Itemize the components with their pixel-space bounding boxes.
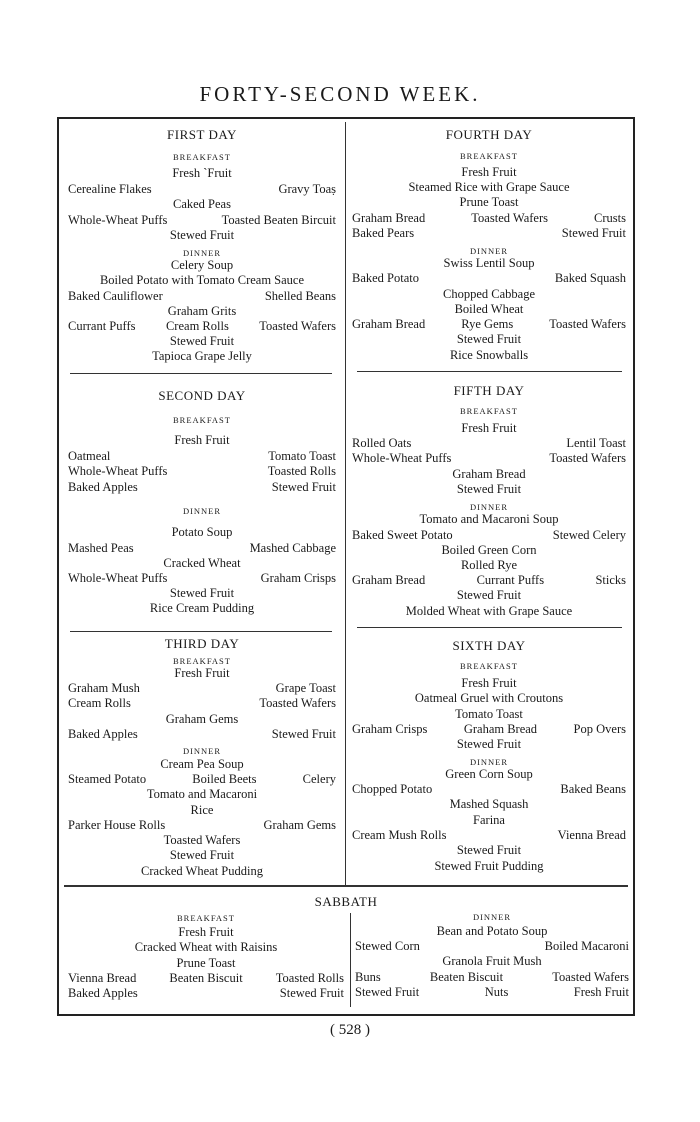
menu-item: Graham Bread — [452, 467, 526, 481]
second-day-title: SECOND DAY — [158, 388, 246, 403]
menu-item: Stewed Fruit — [456, 843, 522, 857]
first-breakfast-label: BREAKFAST — [173, 152, 231, 162]
menu-item: Stewed Fruit — [169, 586, 235, 600]
fourth-breakfast-line — [352, 165, 626, 180]
menu-item: Whole-Wheat Puffs — [352, 451, 452, 465]
fifth-dinner-line — [352, 604, 626, 619]
fourth-dinner-line — [352, 332, 626, 347]
menu-item: Rice Cream Pudding — [149, 601, 255, 615]
third-dinner-line — [68, 803, 336, 818]
second-breakfast-line — [68, 449, 336, 464]
second-dinner-line — [68, 541, 336, 556]
menu-item: Prune Toast — [459, 195, 519, 209]
menu-item: Fresh Fruit — [461, 421, 517, 435]
sixth-breakfast-line — [352, 737, 626, 752]
menu-item: Toasted Wafers — [552, 970, 629, 984]
sixth-breakfast-line — [352, 707, 626, 722]
fourth-day-title: FOURTH DAY — [445, 127, 533, 142]
menu-item: Cracked Wheat with Raisins — [134, 940, 278, 954]
sabbath-dinner-line — [355, 970, 629, 985]
first-dinner-line — [68, 304, 336, 319]
menu-item: Stewed Fruit — [279, 986, 344, 1000]
menu-item: Rolled Rye — [460, 558, 518, 572]
fourth-dinner-line — [352, 271, 626, 286]
menu-item: Steamed Rice with Grape Sauce — [408, 180, 570, 194]
fifth-dinner-line — [352, 512, 626, 527]
menu-item: Rye Gems — [461, 317, 514, 331]
menu-item: Stewed Fruit — [271, 480, 336, 494]
menu-item: Chopped Potato — [352, 782, 433, 796]
second-breakfast-line — [68, 480, 336, 495]
sixth-breakfast-line — [352, 676, 626, 691]
menu-item: Gravy Toaṣ — [278, 182, 336, 196]
menu-item: Baked Beans — [560, 782, 626, 796]
menu-item: Whole-Wheat Puffs — [68, 571, 168, 585]
menu-item: Stewed Fruit — [169, 848, 235, 862]
menu-item: Toasted Wafers — [259, 319, 336, 333]
first-day-title: FIRST DAY — [167, 127, 237, 142]
third-breakfast-label: BREAKFAST — [173, 656, 231, 666]
menu-item: Nuts — [484, 985, 509, 999]
fifth-breakfast-line — [352, 467, 626, 482]
sixth-dinner-line — [352, 782, 626, 797]
second-dinner-line — [68, 601, 336, 616]
sabbath-dinner-line — [355, 954, 629, 969]
menu-item: Fresh ˋFruit — [172, 166, 232, 180]
menu-item: Tomato Toast — [268, 449, 336, 463]
fourth-breakfast-line — [352, 195, 626, 210]
fourth-breakfast-line — [352, 180, 626, 195]
sabbath-column-divider — [350, 913, 351, 1007]
sixth-dinner-line — [352, 843, 626, 858]
sabbath-dinner-line — [355, 924, 629, 939]
menu-item: Stewed Fruit — [355, 985, 420, 999]
first-dinner-line — [68, 319, 336, 334]
menu-item: Boiled Green Corn — [441, 543, 537, 557]
menu-item: Rice Snowballs — [449, 348, 529, 362]
menu-item: Bean and Potato Soup — [436, 924, 548, 938]
second-breakfast-line — [68, 464, 336, 479]
second-dinner-label: DINNER — [182, 506, 222, 516]
sixth-dinner-line — [352, 859, 626, 874]
menu-item: Fresh Fruit — [461, 165, 517, 179]
menu-item: Baked Apples — [68, 727, 138, 741]
fifth-dinner-label: DINNER — [469, 502, 509, 512]
menu-item: Graham Gems — [263, 818, 336, 832]
third-breakfast-line — [68, 681, 336, 696]
menu-item: Baked Apples — [68, 986, 138, 1000]
sabbath-breakfast-line — [68, 956, 344, 971]
menu-item: Vienna Bread — [68, 971, 137, 985]
menu-item: Currant Puffs — [68, 319, 136, 333]
menu-item: Stewed Corn — [355, 939, 420, 953]
sixth-dinner-label: DINNER — [469, 757, 509, 767]
first-breakfast-line — [68, 182, 336, 197]
fourth-breakfast-line — [352, 211, 626, 226]
menu-item: Tomato Toast — [455, 707, 523, 721]
menu-item: Crusts — [594, 211, 626, 225]
menu-item: Stewed Fruit — [169, 228, 235, 242]
fourth-dinner-line — [352, 302, 626, 317]
page-title: FORTY-SECOND WEEK. — [199, 82, 481, 106]
menu-item: Oatmeal — [68, 449, 111, 463]
third-dinner-line — [68, 848, 336, 863]
fifth-dinner-line — [352, 528, 626, 543]
first-breakfast-line — [68, 213, 336, 228]
sixth-dinner-line — [352, 767, 626, 782]
menu-item: Beaten Biscuit — [429, 970, 504, 984]
menu-item: Granola Fruit Mush — [442, 954, 542, 968]
fifth-breakfast-line — [352, 436, 626, 451]
menu-item: Graham Crisps — [260, 571, 336, 585]
menu-item: Prune Toast — [176, 956, 236, 970]
menu-item: Graham Bread — [352, 211, 426, 225]
sabbath-breakfast-label: BREAKFAST — [177, 913, 235, 923]
fifth-dinner-line — [352, 588, 626, 603]
fifth-breakfast-line — [352, 421, 626, 436]
sabbath-dinner-line — [355, 939, 629, 954]
menu-item: Farina — [473, 813, 505, 827]
sixth-dinner-line — [352, 797, 626, 812]
menu-item: Rolled Oats — [352, 436, 412, 450]
menu-item: Swiss Lentil Soup — [443, 256, 535, 270]
menu-item: Cream Mush Rolls — [352, 828, 447, 842]
fourth-breakfast-line — [352, 226, 626, 241]
column-divider — [345, 122, 346, 885]
third-breakfast-line — [68, 696, 336, 711]
menu-item: Baked Squash — [554, 271, 626, 285]
menu-item: Stewed Fruit — [271, 727, 336, 741]
menu-item: Baked Cauliflower — [68, 289, 163, 303]
menu-item: Tapioca Grape Jelly — [152, 349, 252, 363]
fourth-breakfast-label: BREAKFAST — [460, 151, 518, 161]
second-dinner-line — [68, 571, 336, 586]
menu-item: Graham Mush — [68, 681, 140, 695]
third-dinner-line — [68, 772, 336, 787]
third-dinner-line — [68, 787, 336, 802]
divider-left-1 — [70, 373, 332, 374]
third-breakfast-line — [68, 727, 336, 742]
third-dinner-line — [68, 833, 336, 848]
menu-item: Toasted Wafers — [163, 833, 241, 847]
second-breakfast-label: BREAKFAST — [173, 415, 231, 425]
third-dinner-line — [68, 818, 336, 833]
menu-item: Fresh Fruit — [461, 676, 517, 690]
second-dinner-line — [68, 556, 336, 571]
first-dinner-line — [68, 289, 336, 304]
fifth-dinner-line — [352, 573, 626, 588]
menu-item: Tomato and Macaroni — [146, 787, 258, 801]
sabbath-title: SABBATH — [314, 894, 378, 909]
menu-item: Cream Rolls — [68, 696, 131, 710]
menu-item: Celery Soup — [170, 258, 234, 272]
menu-item: Stewed Fruit Pudding — [434, 859, 544, 873]
fourth-dinner-label: DINNER — [469, 246, 509, 256]
first-dinner-label: DINNER — [182, 248, 222, 258]
menu-item: Tomato and Macaroni Soup — [419, 512, 559, 526]
menu-item: Boiled Beets — [192, 772, 257, 786]
menu-item: Toasted Rolls — [275, 971, 344, 985]
menu-item: Stewed Fruit — [456, 332, 522, 346]
first-dinner-line — [68, 273, 336, 288]
menu-item: Parker House Rolls — [68, 818, 166, 832]
menu-item: Rice — [190, 803, 214, 817]
menu-item: Graham Bread — [463, 722, 538, 736]
sabbath-dinner-label: DINNER — [472, 912, 512, 922]
third-dinner-line — [68, 757, 336, 772]
fifth-breakfast-line — [352, 482, 626, 497]
fifth-breakfast-label: BREAKFAST — [460, 406, 518, 416]
fifth-dinner-line — [352, 543, 626, 558]
menu-item: Toasted Wafers — [259, 696, 336, 710]
menu-item: Cream Rolls — [165, 319, 229, 333]
sabbath-breakfast-line — [68, 925, 344, 940]
menu-item: Potato Soup — [171, 525, 233, 539]
fourth-dinner-line — [352, 348, 626, 363]
sabbath-dinner-line — [355, 985, 629, 1000]
third-day-title: THIRD DAY — [164, 636, 240, 651]
sixth-day-title: SIXTH DAY — [452, 638, 526, 653]
menu-item: Whole-Wheat Puffs — [68, 464, 168, 478]
second-dinner-line — [68, 586, 336, 601]
menu-item: Oatmeal Gruel with Croutons — [414, 691, 564, 705]
first-dinner-line — [68, 258, 336, 273]
menu-item: Fresh Fruit — [573, 985, 629, 999]
sixth-breakfast-line — [352, 691, 626, 706]
menu-item: Pop Overs — [573, 722, 626, 736]
menu-item: Cerealine Flakes — [68, 182, 152, 196]
menu-item: Graham Bread — [352, 573, 426, 587]
second-dinner-line — [68, 525, 336, 540]
sabbath-breakfast-line — [68, 940, 344, 955]
menu-item: Celery — [302, 772, 336, 786]
menu-item: Toasted Beaten Bircuit — [221, 213, 336, 227]
menu-item: Graham Crisps — [352, 722, 428, 736]
first-breakfast-line — [68, 197, 336, 212]
menu-item: Boiled Macaroni — [544, 939, 629, 953]
second-breakfast-line — [68, 433, 336, 448]
menu-item: Shelled Beans — [264, 289, 336, 303]
menu-item: Mashed Cabbage — [249, 541, 336, 555]
first-breakfast-line — [68, 166, 336, 181]
menu-item: Cream Pea Soup — [160, 757, 244, 771]
menu-item: Green Corn Soup — [445, 767, 533, 781]
menu-item: Chopped Cabbage — [443, 287, 535, 301]
menu-item: Stewed Fruit — [169, 334, 235, 348]
menu-item: Currant Puffs — [476, 573, 545, 587]
menu-item: Steamed Potato — [68, 772, 147, 786]
menu-item: Stewed Fruit — [561, 226, 626, 240]
page-number: ( 528 ) — [330, 1022, 370, 1038]
divider-right-1 — [357, 371, 622, 372]
divider-left-2 — [70, 631, 332, 632]
menu-item: Beaten Biscuit — [169, 971, 243, 985]
menu-item: Stewed Fruit — [456, 482, 522, 496]
menu-item: Caked Peas — [173, 197, 231, 211]
menu-item: Toasted Rolls — [267, 464, 336, 478]
menu-item: Cracked Wheat — [163, 556, 241, 570]
menu-item: Stewed Fruit — [456, 737, 522, 751]
menu-item: Vienna Bread — [557, 828, 626, 842]
menu-item: Toasted Wafers — [549, 451, 626, 465]
sixth-breakfast-line — [352, 722, 626, 737]
menu-item: Baked Sweet Potato — [352, 528, 453, 542]
first-dinner-line — [68, 349, 336, 364]
third-breakfast-line — [68, 712, 336, 727]
menu-item: Mashed Peas — [68, 541, 134, 555]
menu-item: Graham Gems — [165, 712, 239, 726]
fifth-dinner-line — [352, 558, 626, 573]
menu-item: Baked Potato — [352, 271, 420, 285]
divider-sabbath — [64, 885, 628, 887]
first-breakfast-line — [68, 228, 336, 243]
third-dinner-line — [68, 864, 336, 879]
menu-item: Molded Wheat with Grape Sauce — [405, 604, 573, 618]
menu-item: Grape Toast — [275, 681, 336, 695]
menu-item: Graham Bread — [352, 317, 426, 331]
menu-item: Baked Apples — [68, 480, 138, 494]
menu-item: Boiled Potato with Tomato Cream Sauce — [99, 273, 305, 287]
fourth-dinner-line — [352, 256, 626, 271]
sabbath-breakfast-line — [68, 971, 344, 986]
fourth-dinner-line — [352, 287, 626, 302]
third-breakfast-line — [68, 666, 336, 681]
sixth-dinner-line — [352, 828, 626, 843]
menu-item: Cracked Wheat Pudding — [141, 864, 263, 878]
menu-item: Mashed Squash — [449, 797, 529, 811]
menu-item: Graham Grits — [167, 304, 237, 318]
menu-item: Whole-Wheat Puffs — [68, 213, 168, 227]
menu-item: Lentil Toast — [566, 436, 626, 450]
menu-item: Stewed Fruit — [456, 588, 522, 602]
menu-item: Stewed Celery — [552, 528, 626, 542]
sixth-breakfast-label: BREAKFAST — [460, 661, 518, 671]
third-dinner-label: DINNER — [182, 746, 222, 756]
menu-item: Baked Pears — [352, 226, 415, 240]
fifth-breakfast-line — [352, 451, 626, 466]
menu-item: Toasted Wafers — [471, 211, 548, 225]
menu-item: Toasted Wafers — [549, 317, 626, 331]
divider-right-2 — [357, 627, 622, 628]
first-dinner-line — [68, 334, 336, 349]
fourth-dinner-line — [352, 317, 626, 332]
menu-item: Boiled Wheat — [454, 302, 524, 316]
fifth-day-title: FIFTH DAY — [453, 383, 525, 398]
menu-item: Fresh Fruit — [174, 666, 230, 680]
menu-item: Fresh Fruit — [178, 925, 234, 939]
sabbath-breakfast-line — [68, 986, 344, 1001]
sixth-dinner-line — [352, 813, 626, 828]
menu-item: Fresh Fruit — [174, 433, 230, 447]
menu-item: Buns — [355, 970, 381, 984]
menu-item: Sticks — [595, 573, 626, 587]
